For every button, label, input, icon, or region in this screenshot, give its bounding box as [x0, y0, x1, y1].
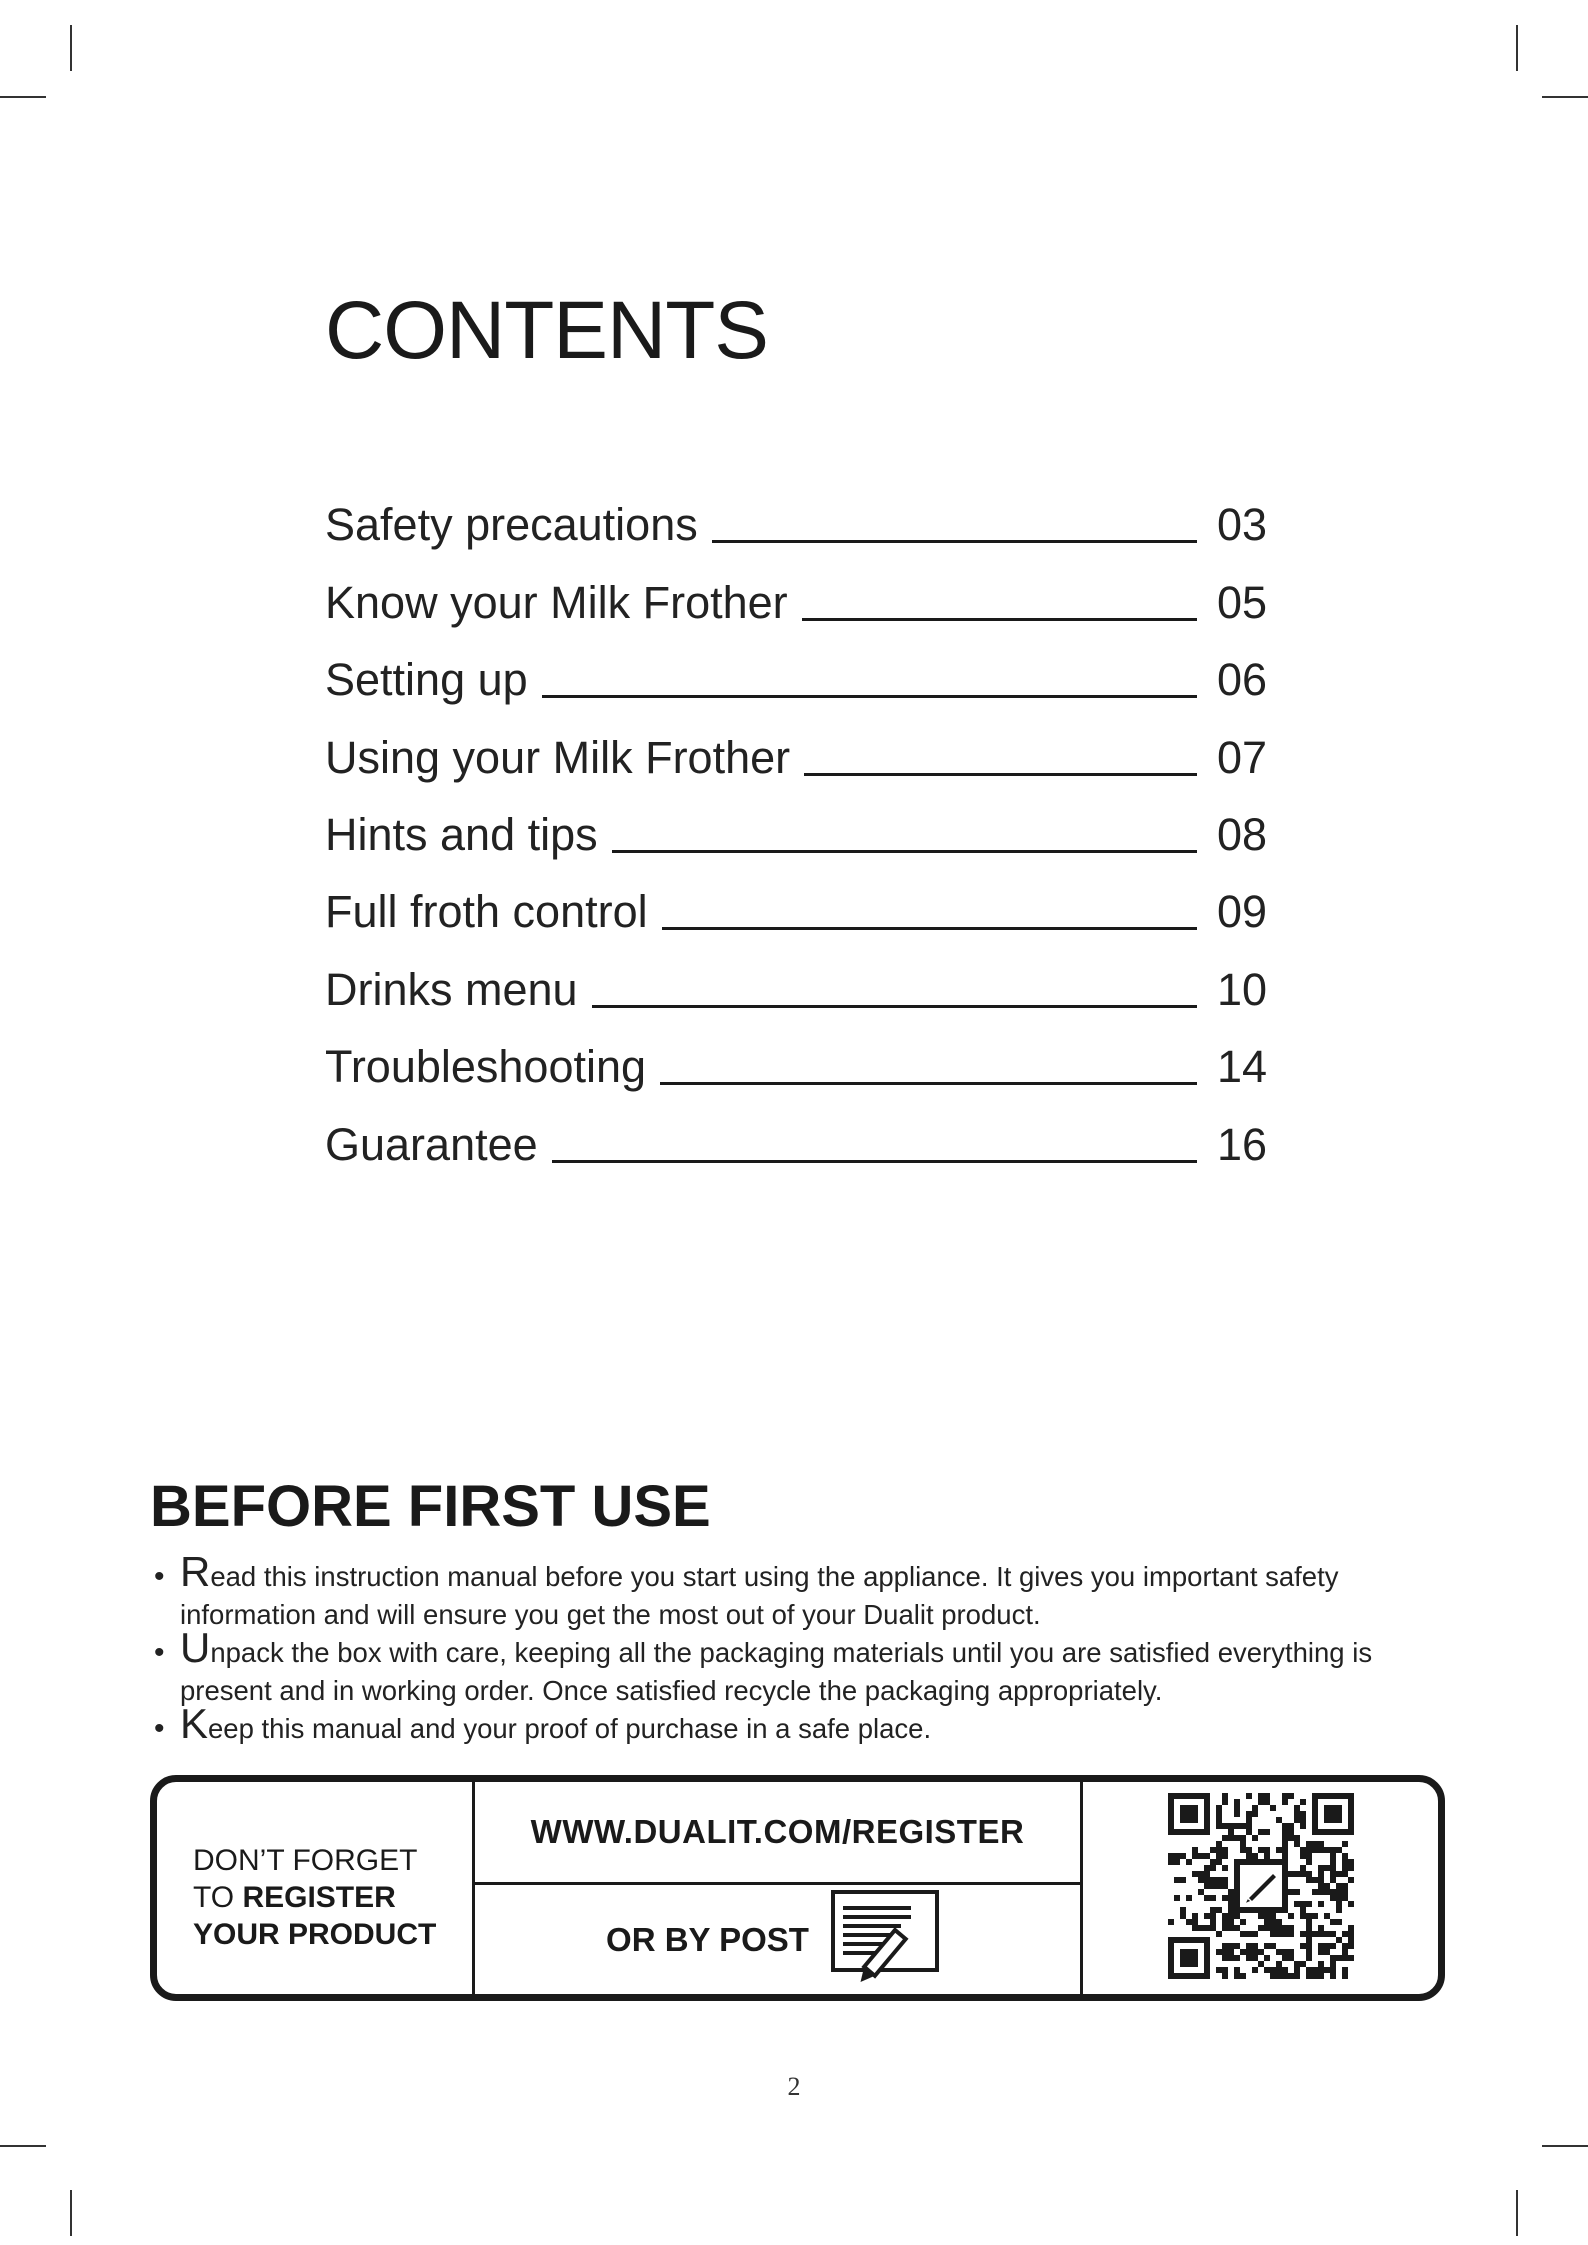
- crop-mark: [70, 2190, 72, 2236]
- toc-leader-line: [712, 540, 1197, 543]
- table-of-contents: [325, 482, 1267, 1179]
- toc-entry-page: 14: [1216, 1041, 1267, 1093]
- toc-leader-line: [662, 927, 1197, 930]
- toc-entry[interactable]: [325, 559, 1267, 636]
- list-item: [150, 1624, 1440, 1710]
- toc-leader-line: [660, 1082, 1197, 1085]
- contents-heading: CONTENTS: [325, 285, 768, 376]
- list-item-text: ead this instruction manual before you start using the appliance. It gives you important safety information and will ensure you get the most out of your Dualit product.: [180, 1561, 1339, 1630]
- toc-entry[interactable]: [325, 946, 1267, 1023]
- qr-code-icon[interactable]: [1168, 1793, 1354, 1984]
- crop-mark: [1516, 25, 1518, 71]
- register-url-link[interactable]: WWW.DUALIT.COM/REGISTER: [475, 1782, 1080, 1885]
- toc-entry-label: Guarantee: [325, 1118, 538, 1170]
- register-reminder: [157, 1782, 475, 1994]
- crop-mark: [70, 25, 72, 71]
- toc-entry-page: 06: [1216, 654, 1267, 706]
- register-line-2: TO REGISTER: [193, 1881, 396, 1914]
- by-post-label: OR BY POST: [606, 1920, 809, 1958]
- toc-entry[interactable]: [325, 482, 1267, 559]
- before-first-use-heading: BEFORE FIRST USE: [150, 1474, 711, 1539]
- toc-entry-page: 03: [1216, 499, 1267, 551]
- toc-entry-label: Know your Milk Frother: [325, 576, 788, 628]
- toc-entry[interactable]: [325, 1101, 1267, 1178]
- toc-entry-label: Using your Milk Frother: [325, 731, 791, 783]
- toc-entry-page: 08: [1216, 808, 1267, 860]
- toc-leader-line: [802, 618, 1197, 621]
- toc-entry-label: Full froth control: [325, 886, 648, 938]
- drop-cap: U: [180, 1624, 211, 1671]
- drop-cap: K: [180, 1700, 209, 1747]
- toc-entry-label: Setting up: [325, 654, 528, 706]
- register-by-post: [475, 1885, 1080, 1994]
- toc-leader-line: [612, 850, 1197, 853]
- crop-mark: [0, 96, 46, 98]
- crop-mark: [1542, 2145, 1588, 2147]
- register-line-3: YOUR PRODUCT: [193, 1918, 437, 1951]
- register-product-box: [150, 1775, 1445, 2001]
- register-line-1: DON’T FORGET: [193, 1844, 418, 1877]
- list-item: [150, 1700, 1440, 1748]
- drop-cap: R: [180, 1548, 211, 1595]
- crop-mark: [1516, 2190, 1518, 2236]
- toc-entry-page: 10: [1216, 963, 1267, 1015]
- toc-entry[interactable]: [325, 792, 1267, 869]
- list-item-text: npack the box with care, keeping all the packaging materials until you are satisfied everything is present and in working order. Once satisfied recycle the packaging appropriately.: [180, 1637, 1373, 1706]
- crop-mark: [0, 2145, 46, 2147]
- toc-leader-line: [804, 773, 1197, 776]
- toc-entry-label: Drinks menu: [325, 963, 578, 1015]
- toc-entry[interactable]: [325, 869, 1267, 946]
- toc-entry-page: 09: [1216, 886, 1267, 938]
- before-first-use-list: [150, 1548, 1440, 1748]
- toc-entry[interactable]: [325, 637, 1267, 714]
- toc-entry-page: 16: [1216, 1118, 1267, 1170]
- toc-entry-label: Safety precautions: [325, 499, 698, 551]
- toc-leader-line: [592, 1005, 1197, 1008]
- toc-entry[interactable]: [325, 1024, 1267, 1101]
- toc-leader-line: [552, 1160, 1197, 1163]
- toc-entry-label: Hints and tips: [325, 808, 598, 860]
- register-qr: [1083, 1782, 1438, 1994]
- toc-entry-label: Troubleshooting: [325, 1041, 647, 1093]
- form-with-pencil-icon: [831, 1890, 949, 1990]
- list-item-text: eep this manual and your proof of purchase in a safe place.: [208, 1713, 932, 1744]
- crop-mark: [1542, 96, 1588, 98]
- toc-leader-line: [542, 695, 1197, 698]
- toc-entry-page: 05: [1216, 576, 1267, 628]
- register-options: [475, 1782, 1083, 1994]
- toc-entry[interactable]: [325, 714, 1267, 791]
- toc-entry-page: 07: [1216, 731, 1267, 783]
- page-number: 2: [787, 2072, 801, 2101]
- list-item: [150, 1548, 1440, 1634]
